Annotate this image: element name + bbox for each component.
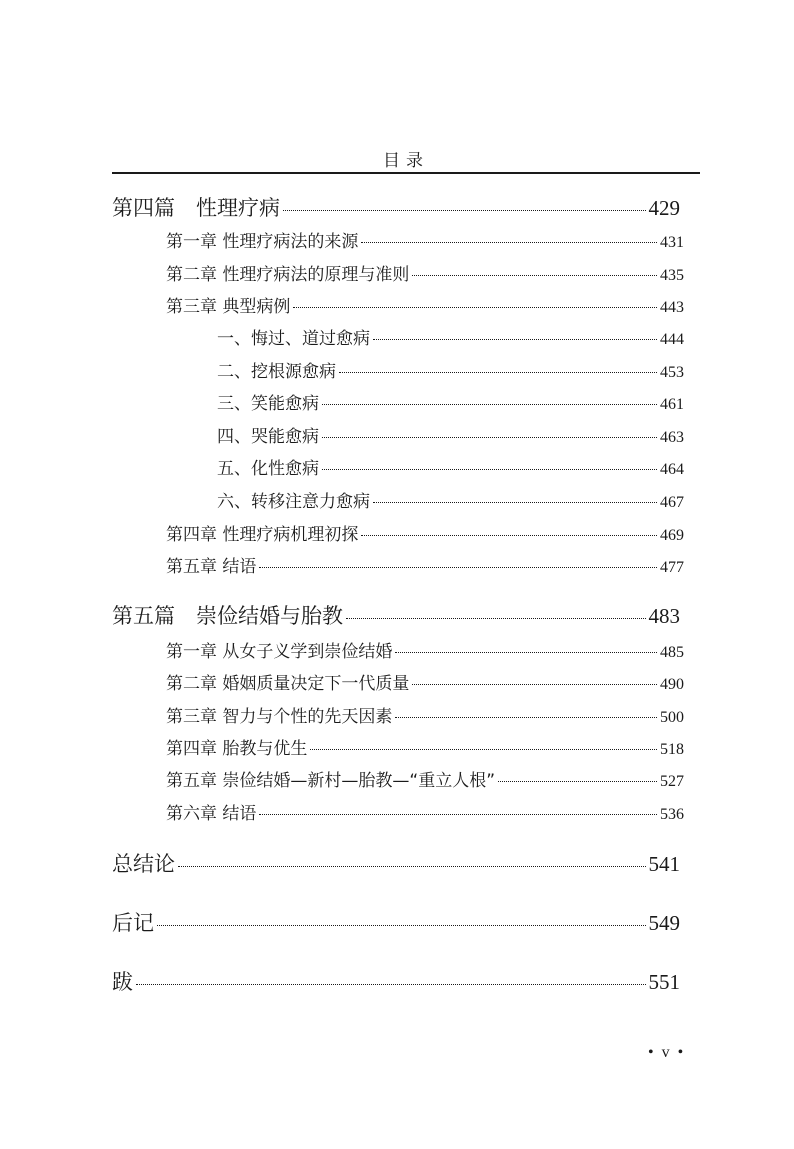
toc-label: 第四篇 性理疗病 — [112, 196, 280, 220]
toc-chapter — [166, 799, 684, 824]
toc-chapter — [166, 227, 684, 252]
page-folio: • v • — [648, 1044, 686, 1061]
toc-label: 第六章 结语 — [166, 804, 257, 824]
dot-leader — [412, 275, 657, 276]
dot-leader — [395, 652, 657, 653]
header-rule — [112, 172, 700, 174]
dot-leader — [178, 866, 646, 867]
dot-leader — [157, 925, 646, 926]
toc-label: 三、笑能愈病 — [217, 394, 319, 414]
toc-page-number: 463 — [660, 429, 684, 446]
toc-page-number: 469 — [660, 527, 684, 544]
toc-part-4 — [112, 192, 680, 222]
toc-label: 第五篇 崇俭结婚与胎教 — [112, 604, 343, 628]
toc-label: 第四章 性理疗病机理初探 — [166, 525, 359, 545]
dot-leader — [259, 567, 657, 568]
toc-page-number: 485 — [660, 644, 684, 661]
toc-label: 第三章 智力与个性的先天因素 — [166, 707, 393, 727]
dot-leader — [412, 684, 657, 685]
toc-page-number: 443 — [660, 299, 684, 316]
toc-label: 后记 — [112, 911, 154, 935]
toc-section — [217, 389, 684, 414]
toc-chapter — [166, 637, 684, 662]
toc-label: 第五章 结语 — [166, 557, 257, 577]
dot-leader — [395, 717, 657, 718]
toc-label: 第四章 胎教与优生 — [166, 739, 308, 759]
toc-page-number: 536 — [660, 806, 684, 823]
toc-section — [217, 487, 684, 512]
dot-leader — [361, 242, 657, 243]
dot-leader — [283, 210, 646, 211]
dot-leader — [136, 984, 646, 985]
toc-part-5 — [112, 600, 680, 630]
toc-label: 第二章 性理疗病法的原理与准则 — [166, 265, 410, 285]
toc-page-number: 444 — [660, 331, 684, 348]
toc-page-number: 461 — [660, 396, 684, 413]
toc-label: 第三章 典型病例 — [166, 297, 291, 317]
toc-chapter — [166, 520, 684, 545]
toc-label: 二、挖根源愈病 — [217, 362, 336, 382]
toc-section — [217, 422, 684, 447]
toc-label: 一、悔过、道过愈病 — [217, 329, 370, 349]
toc-label: 六、转移注意力愈病 — [217, 492, 370, 512]
dot-leader — [346, 618, 646, 619]
toc-chapter — [166, 552, 684, 577]
page-header-title: 目录 — [383, 151, 429, 171]
toc-section — [217, 357, 684, 382]
toc-chapter — [166, 702, 684, 727]
toc-section — [217, 454, 684, 479]
toc-page-number: 518 — [660, 741, 684, 758]
toc-afterword — [112, 907, 680, 937]
toc-page-number: 464 — [660, 461, 684, 478]
dot-leader — [322, 437, 657, 438]
toc-section — [217, 324, 684, 349]
toc-label: 第一章 性理疗病法的来源 — [166, 232, 359, 252]
dot-leader — [322, 469, 657, 470]
toc-conclusion — [112, 848, 680, 878]
toc-chapter — [166, 766, 684, 791]
toc-page-number: 490 — [660, 676, 684, 693]
toc-page-number: 527 — [660, 773, 684, 790]
toc-chapter — [166, 260, 684, 285]
dot-leader — [373, 502, 657, 503]
toc-page-number: 429 — [648, 196, 680, 220]
toc-chapter — [166, 734, 684, 759]
toc-page-number: 431 — [660, 234, 684, 251]
dot-leader — [361, 535, 657, 536]
dot-leader — [310, 749, 657, 750]
toc-postscript — [112, 966, 680, 996]
dot-leader — [373, 339, 657, 340]
toc-page-number: 477 — [660, 559, 684, 576]
toc-label: 跋 — [112, 970, 133, 994]
toc-page-number: 541 — [648, 852, 680, 876]
toc-chapter — [166, 669, 684, 694]
toc-page-number: 549 — [648, 911, 680, 935]
toc-page-number: 453 — [660, 364, 684, 381]
dot-leader — [293, 307, 657, 308]
dot-leader — [339, 372, 657, 373]
toc-chapter — [166, 292, 684, 317]
toc-label: 第一章 从女子义学到崇俭结婚 — [166, 642, 393, 662]
toc-page-number: 467 — [660, 494, 684, 511]
dot-leader — [498, 781, 657, 782]
toc-page-number: 483 — [648, 604, 680, 628]
toc-label: 第二章 婚姻质量决定下一代质量 — [166, 674, 410, 694]
dot-leader — [322, 404, 657, 405]
toc-label: 总结论 — [112, 852, 175, 876]
toc-page-number: 500 — [660, 709, 684, 726]
toc-page-number: 551 — [648, 970, 680, 994]
toc-page-number: 435 — [660, 267, 684, 284]
toc-label: 五、化性愈病 — [217, 459, 319, 479]
dot-leader — [259, 814, 657, 815]
toc-label: 四、哭能愈病 — [217, 427, 319, 447]
toc-label: 第五章 崇俭结婚—新村—胎教—“重立人根” — [166, 771, 496, 791]
